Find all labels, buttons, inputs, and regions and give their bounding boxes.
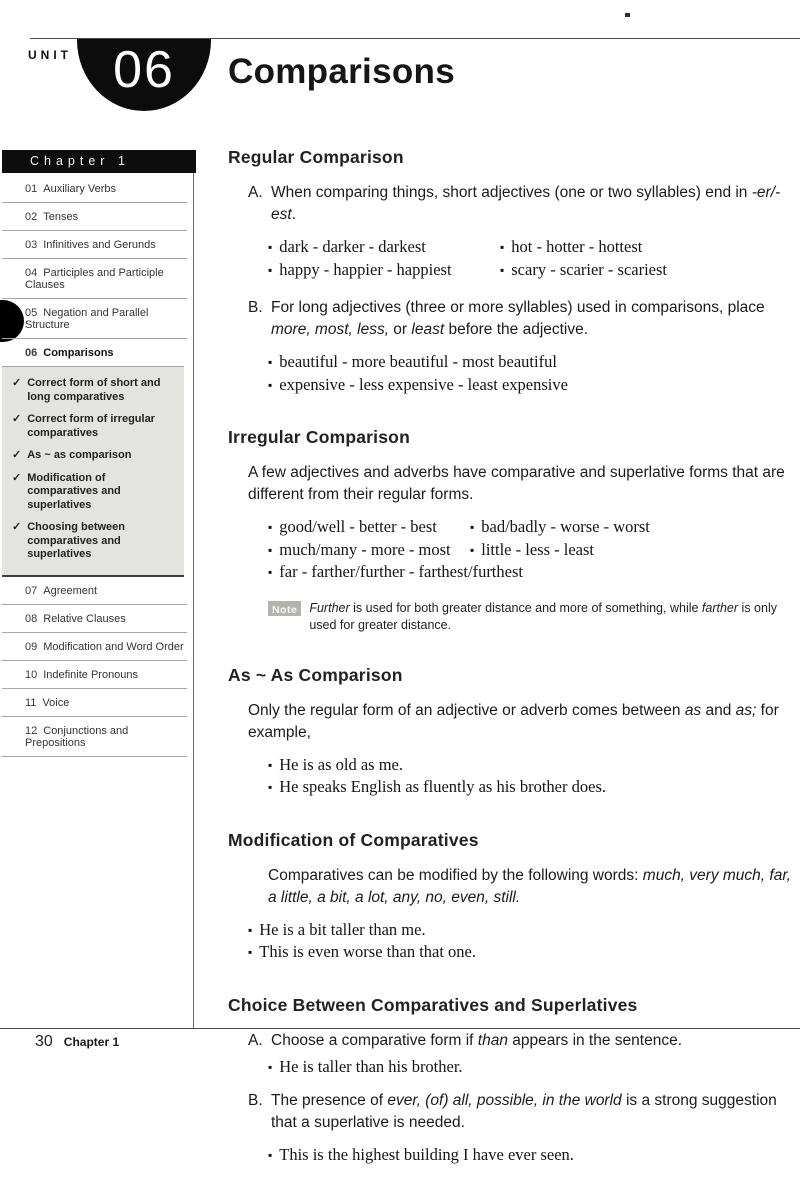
example-item: ▪ He is taller than his brother.: [268, 1056, 793, 1079]
example-item: ▪ little - less - least: [470, 539, 793, 562]
example-item: ▪ scary - scarier - scariest: [500, 259, 793, 282]
point-b: B. For long adjectives (three or more syllables) used in comparisons, place more, most, less, or least before the adjective.: [248, 299, 765, 338]
example-item: ▪ beautiful - more beautiful - most beautiful: [268, 351, 793, 374]
bullet-icon: ▪: [268, 355, 273, 369]
example-item: ▪ expensive - less expensive - least expensive: [268, 374, 793, 397]
note-badge: Note: [268, 601, 301, 616]
sidebar-item-conjunctions-prepositions: 12 Conjunctions and Prepositions: [2, 717, 187, 757]
section-heading: Irregular Comparison: [228, 427, 410, 447]
bullet-icon: ▪: [500, 240, 505, 254]
example-item: ▪ He is a bit taller than me.: [248, 919, 793, 942]
bullet-icon: ▪: [268, 240, 273, 254]
unit-number: 06: [113, 41, 175, 99]
point-a: A. Choose a comparative form if than appears in the sentence.: [248, 1031, 683, 1049]
checklist-item: ✓ Modification of comparatives and superlatives: [12, 471, 121, 511]
example-item: ▪ This is the highest building I have ever seen.: [268, 1144, 793, 1167]
bullet-icon: ▪: [268, 757, 273, 772]
page-number: 30: [35, 1033, 53, 1050]
sidebar-item-participles: 04 Participles and Participle Clauses: [2, 259, 187, 299]
section-modification-of-comparatives: [228, 830, 793, 964]
section-heading: As ~ As Comparison: [228, 664, 403, 685]
bullet-icon: ▪: [268, 520, 273, 534]
section-heading: Choice Between Comparatives and Superlatives: [228, 994, 638, 1015]
page-title: Comparisons: [228, 52, 455, 91]
checklist-item: ✓ As ~ as comparison: [12, 449, 132, 461]
example-list: [268, 1144, 793, 1167]
section-intro: Comparatives can be modified by the following words: much, very much, far, a little, a bit, a lot, any, no, even, still.: [268, 866, 791, 906]
bullet-icon: ▪: [248, 945, 253, 959]
sidebar-header: Chapter 1: [2, 150, 196, 173]
example-item: ▪ hot - hotter - hottest: [500, 236, 793, 259]
bullet-icon: ▪: [268, 780, 273, 794]
bullet-icon: ▪: [268, 1059, 273, 1074]
checkmark-icon: ✓: [12, 471, 22, 484]
sidebar-item-voice: 11 Voice: [2, 689, 187, 717]
example-item: ▪ good/well - better - best: [268, 516, 470, 539]
example-list: [268, 516, 793, 584]
sidebar-item-tenses: 02 Tenses: [2, 203, 187, 231]
checkmark-icon: ✓: [12, 449, 22, 461]
example-item: ▪ far - farther/further - farthest/furthest: [268, 561, 793, 584]
bullet-icon: ▪: [268, 262, 273, 277]
page-footer: [35, 1033, 119, 1051]
note-box: [268, 600, 793, 634]
sidebar-item-comparisons-current: 06 Comparisons: [25, 347, 114, 359]
example-list: [268, 754, 793, 799]
section-heading: Regular Comparison: [228, 147, 404, 167]
stray-mark: [625, 13, 630, 17]
bullet-icon: ▪: [268, 1148, 273, 1162]
note-text: Further is used for both greater distance and more of something, while farther is only used for greater distance.: [309, 600, 777, 632]
checkmark-icon: ✓: [12, 377, 22, 389]
checkmark-icon: ✓: [12, 521, 22, 533]
unit-number-badge: [77, 39, 211, 111]
checklist-item: ✓ Correct form of short and long comparatives: [12, 377, 161, 403]
chapter-checklist: [2, 366, 184, 577]
example-item: ▪ This is even worse than that one.: [248, 941, 793, 964]
bullet-icon: ▪: [268, 542, 273, 557]
example-item: ▪ He speaks English as fluently as his brother does.: [268, 776, 793, 799]
bullet-icon: ▪: [470, 542, 475, 557]
bullet-icon: ▪: [248, 922, 253, 937]
checklist-item: ✓ Choosing between comparatives and superlatives: [12, 521, 125, 560]
example-list: [268, 1056, 793, 1079]
sidebar-item-indefinite-pronouns: 10 Indefinite Pronouns: [2, 661, 187, 689]
example-item: ▪ much/many - more - most: [268, 539, 470, 562]
unit-label: UNIT: [28, 48, 72, 62]
example-item: ▪ bad/badly - worse - worst: [470, 516, 793, 539]
section-intro: A few adjectives and adverbs have comparative and superlative forms that are different from their regular forms.: [248, 464, 785, 503]
section-heading: Modification of Comparatives: [228, 829, 479, 850]
checkmark-icon: ✓: [12, 413, 22, 425]
bullet-icon: ▪: [268, 565, 273, 579]
example-list: [248, 919, 793, 964]
point-a: A. When comparing things, short adjectives (one or two syllables) end in -er/-est.: [248, 184, 781, 223]
example-item: ▪ He is as old as me.: [268, 754, 793, 777]
example-item: ▪ dark - darker - darkest: [268, 236, 500, 259]
example-item: ▪ happy - happier - happiest: [268, 259, 500, 282]
sidebar-item-relative-clauses: 08 Relative Clauses: [2, 605, 187, 633]
bullet-icon: ▪: [500, 262, 505, 277]
section-regular-comparison: [228, 147, 793, 396]
sidebar-item-negation: 05 Negation and Parallel Structure: [2, 299, 187, 339]
section-as-as-comparison: [228, 665, 793, 799]
section-choice-comparatives-superlatives: [228, 995, 793, 1167]
checklist-item: ✓ Correct form of irregular comparatives: [12, 413, 155, 439]
sidebar-item-agreement: 07 Agreement: [2, 577, 187, 605]
section-irregular-comparison: [228, 427, 793, 634]
example-list: [268, 351, 793, 396]
lesson-content: [228, 147, 793, 1198]
bullet-icon: ▪: [268, 377, 273, 392]
sidebar-item-modification-word-order: 09 Modification and Word Order: [2, 633, 187, 661]
chapter-sidebar: [2, 150, 196, 757]
sidebar-item-infinitives-gerunds: 03 Infinitives and Gerunds: [2, 231, 187, 259]
sidebar-item-auxiliary-verbs: 01 Auxiliary Verbs: [2, 175, 187, 203]
example-list: [268, 236, 793, 281]
bullet-icon: ▪: [470, 520, 475, 534]
footer-chapter-label: Chapter 1: [63, 1035, 120, 1049]
section-intro: Only the regular form of an adjective or adverb comes between as and as; for example,: [248, 701, 779, 741]
point-b: B. The presence of ever, (of) all, possible, in the world is a strong suggestion that a superlative is needed.: [248, 1092, 777, 1131]
